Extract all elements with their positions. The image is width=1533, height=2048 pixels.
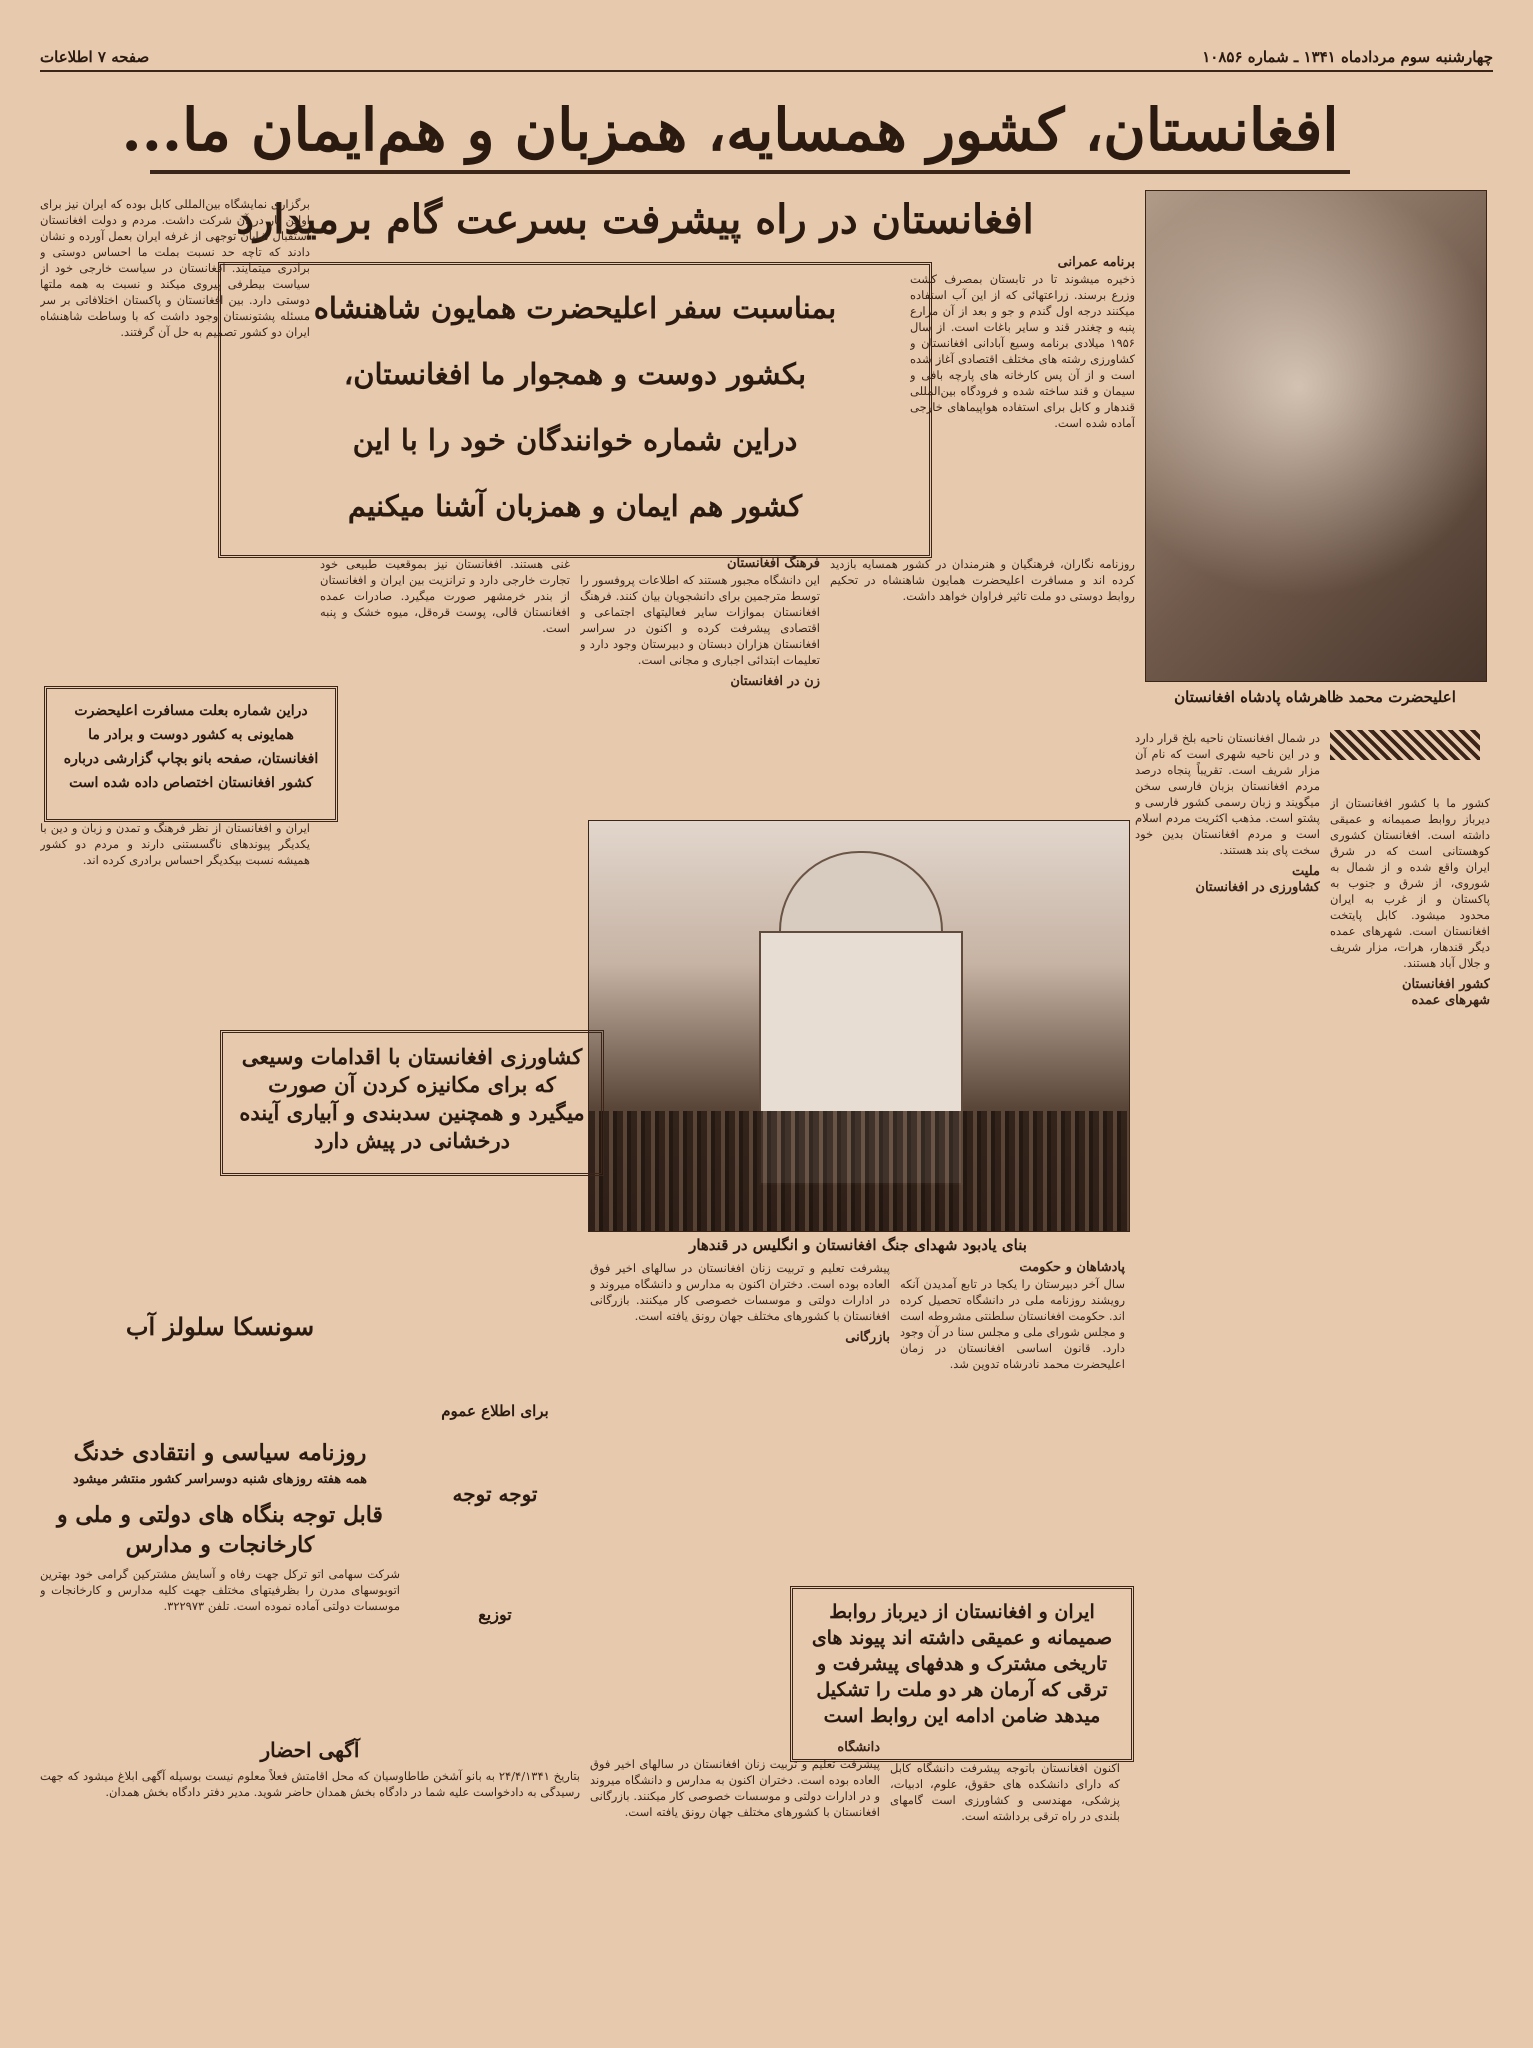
top-rule (40, 70, 1493, 72)
article-column (580, 556, 820, 816)
column-text: اکنون افغانستان باتوجه پیشرفت دانشگاه کابل که دارای دانشکده های حقوق، علوم، ادبیات، پزشکی، مهندسی و کشاورزی است گامهای بلندی در راه ترقی برداشته است. (890, 1761, 1120, 1823)
main-headline: افغانستان، کشور همسایه، همزبان و هم‌ایمان ما... (121, 96, 1339, 164)
intro-line: کشور هم ایمان و همزبان آشنا میکنیم (347, 489, 803, 523)
column-text: پیشرفت تعلیم و تربیت زنان افغانستان در سالهای اخیر فوق العاده بوده است. دختران اکنون به مدارس و دانشگاه میروند و در ادارات دولتی و موسسات خصوصی کار میکنند. بازرگانی افغانستان با کشورهای مختلف جهان رونق یافته است. (590, 1757, 880, 1819)
subhead: فرهنگ افغانستان (726, 556, 820, 571)
sub-headline: افغانستان در راه پیشرفت بسرعت گام برمیدارد (236, 196, 1034, 243)
subhead: کشور افغانستان (1401, 977, 1490, 992)
masthead-line (40, 48, 1493, 66)
public-notice-title: برای اطلاع عموم (441, 1402, 549, 1420)
article-column (40, 196, 310, 666)
subhead: کشاورزی در افغانستان (1195, 880, 1320, 895)
column-text: ایران و افغانستان از نظر فرهنگ و تمدن و زبان و دین با یکدیگر پیوندهای ناگسستنی دارند و مردم دو کشور همیشه نسبت بیکدیگر احساس برادری کرده اند. (40, 821, 310, 867)
subhead: برنامه عمرانی (1057, 255, 1135, 270)
column-text: ذخیره میشوند تا در تابستان بمصرف کشت وزرع برسند. زراعتهائی که از این آب استفاده میکنند درجه اول گندم و جو و بعد از آن مزارع پنبه و چغندر قند و سایر باغات است. از سال ۱۹۵۶ میلادی برنامه وسیع آبادانی افغانستان و کشاورزی رشته های مختلف اقتصادی آغاز شده است و از آن پس کارخانه های پارچه بافی و سیمان و قند ساخته شده و فرودگاه بین‌المللی قندهار و کابل برای استفاده هواپیماهای خارجی آماده شده است. (910, 272, 1135, 430)
intro-line: بکشور دوست و همجوار ما افغانستان، (343, 357, 807, 391)
sauna-ad-title: سونسکا سلولز آب (125, 1312, 315, 1341)
intro-line: دراین شماره خوانندگان خود را با این (352, 423, 798, 457)
notice-box: دراین شماره بعلت مسافرت اعلیحضرت همایونی به کشور دوست و برادر ما افغانستان، صفحه بانو بچاپ گزارشی درباره کشور افغانستان اختصاص داده شده است (44, 686, 338, 822)
subhead: بازرگانی (845, 1330, 890, 1345)
subhead: ملیت (1292, 864, 1320, 879)
article-column (890, 1760, 1120, 2030)
magazine-ad-sub: همه هفته روزهای شنبه دوسراسر کشور منتشر میشود (72, 1472, 368, 1487)
issue-date: چهارشنبه سوم مردادماه ۱۳۴۱ ـ شماره ۱۰۸۵۶ (1202, 48, 1493, 66)
ad-body: شرکت سهامی اتو ترکل جهت رفاه و آسایش مشترکین گرامی خود بهترین اتوبوسهای مدرن را بظرفیتهای مختلف جهت کلیه مدارس و کارخانجات و موسسات دولتی آماده نموده است. تلفن ۳۲۲۹۷۳. (40, 1567, 400, 1613)
attention-title: توجه توجه (452, 1482, 538, 1506)
intro-box (218, 262, 932, 558)
column-text: این دانشگاه مجبور هستند که اطلاعات پروفسور را توسط مترجمین برای دانشجویان بیان کنند. فرهنگ افغانستان بموازات سایر فعالیتهای اجتماعی و اقتصادی پیشرفت کرده و اکنون در سراسر افغانستان هزاران دبستان و دبیرستان وجود دارد و تعلیمات ابتدائی اجباری و مجانی است. (580, 573, 820, 667)
photo-caption: بنای یادبود شهدای جنگ افغانستان و انگلیس در قندهار (689, 1236, 1027, 1254)
column-text: کشور ما با کشور افغانستان از دیرباز روابط صمیمانه و عمیقی داشته است. افغانستان کشوری کوهستانی است که در شرق ایران واقع شده و از شمال به شوروی، از شرق و جنوب به پاکستان و از غرب به ایران محدود میشود. کابل پایتخت افغانستان است. شهرهای عمده دیگر قندهار، هرات، مزار شریف و جلال آباد هستند. (1330, 796, 1490, 970)
intro-line: بمناسبت سفر اعلیحضرت همایون شاهنشاه (313, 291, 837, 325)
article-column (1135, 730, 1320, 1630)
subhead: دانشگاه (837, 1740, 880, 1755)
article-column (590, 1740, 880, 2030)
relations-headline: ایران و افغانستان از دیرباز روابط صمیمانه و عمیقی داشته اند پیوند های تاریخی مشترک و هدفهای پیشرفت و ترقی که آرمان هر دو ملت را تشکیل میدهد ضامن ادامه این روابط است (790, 1586, 1134, 1762)
summons-text (40, 1768, 580, 2028)
column-text: روزنامه نگاران، فرهنگیان و هنرمندان در کشور همسایه بازدید کرده اند و مسافرت اعلیحضرت همایون شاهنشاه در تحکیم روابط دوستی دو ملت تاثیر فراوان خواهد داشت. (830, 557, 1135, 603)
article-column (1330, 795, 1490, 1995)
agri-headline: کشاورزی افغانستان با اقدامات وسیعی که برای مکانیزه کردن آن صورت میگیرد و همچنین سدبندی و آبیاری آینده درخشانی در پیش دارد (220, 1030, 604, 1176)
magazine-ad-title: روزنامه سیاسی و انتقادی خدنگ (73, 1440, 367, 1466)
ad-text (40, 1566, 400, 1656)
article-column (320, 556, 570, 816)
article-column (590, 1260, 890, 1570)
column-text: غنی هستند. افغانستان نیز بموقعیت طبیعی خود تجارت خارجی دارد و ترانزیت بین ایران و افغانستان از بندر خرمشهر صورت میگیرد. صادرات عمده افغانستان قالی، پوست قره‌قل، میوه خشک و پنبه است. (320, 557, 570, 635)
ornament-divider (1330, 730, 1480, 760)
subhead: شهرهای عمده (1411, 993, 1490, 1008)
column-text: پیشرفت تعلیم و تربیت زنان افغانستان در سالهای اخیر فوق العاده بوده است. دختران اکنون به مدارس و دانشگاه میروند و در ادارات دولتی و موسسات خصوصی کار میکنند. بازرگانی افغانستان با کشورهای مختلف جهان رونق یافته است. (590, 1261, 890, 1323)
column-text: سال آخر دبیرستان را یکجا در تابع آمدیدن آنکه رویشند روزنامه ملی در دانشگاه تحصیل کرده اند. حکومت افغانستان سلطنتی مشروطه است و مجلس شورای ملی و مجلس سنا در آن وجود دارد. قانون اساسی افغانستان در زمان اعلیحضرت محمد نادرشاه تدوین شد. (900, 1277, 1125, 1371)
summons-title: آگهی احضار (260, 1738, 360, 1762)
article-column (900, 1260, 1125, 1570)
memorial-photo (588, 820, 1130, 1232)
portrait-caption: اعلیحضرت محمد ظاهرشاه پادشاه افغانستان (1174, 688, 1456, 706)
column-text: در شمال افغانستان ناحیه بلخ قرار دارد و در این ناحیه شهری است که نام آن مزار شریف است. تقریباً پنجاه درصد مردم افغانستان بزبان فارسی سخن میگویند و زبان رسمی کشور فارسی و پشتو است. مذهب اکثریت مردم اسلام است و مردم افغانستان بدین خود سخت پای بند هستند. (1135, 731, 1320, 857)
article-column (830, 556, 1135, 816)
subhead: زن در افغانستان (730, 674, 820, 689)
headline-rule (150, 170, 1350, 174)
summons-body: بتاریخ ۲۴/۴/۱۳۴۱ به بانو آشخن طاطاوسیان که محل اقامتش فعلاً معلوم نیست بوسیله آگهی ابلاغ میشود که جهت رسیدگی به دادخواست علیه شما در دادگاه بخش همدان حاضر شوید. مدیر دفتر دادگاه بخش همدان. (40, 1769, 580, 1799)
king-portrait-photo (1145, 190, 1487, 682)
distribution-title: توزیع (478, 1605, 512, 1624)
agency-ad-title: قابل توجه بنگاه های دولتی و ملی و کارخانجات و مدارس (57, 1502, 383, 1558)
column-text: برگزاری نمایشگاه بین‌المللی کابل بوده که ایران نیز برای اولین بار در آن شرکت داشت. مردم و دولت افغانستان استقبال شایان توجهی از غرفه ایران بعمل آورده و نشان دادند که تاچه حد نسبت بملت ما احساس دوستی و برادری میتمایند. افغانستان در سیاست خارجی خود از سیاست بیطرفی پیروی میکند و نسبت به همه ملتها دوستی دارد. بین افغانستان و پاکستان اختلافاتی بر سر مسئله پشتونستان وجود داشت که با وساطت شاهنشاه ایران دو کشور تصمیم به حل آن گرفتند. (40, 197, 310, 339)
subhead: پادشاهان و حکومت (1019, 1260, 1125, 1275)
page-number: صفحه ۷ اطلاعات (40, 48, 150, 66)
